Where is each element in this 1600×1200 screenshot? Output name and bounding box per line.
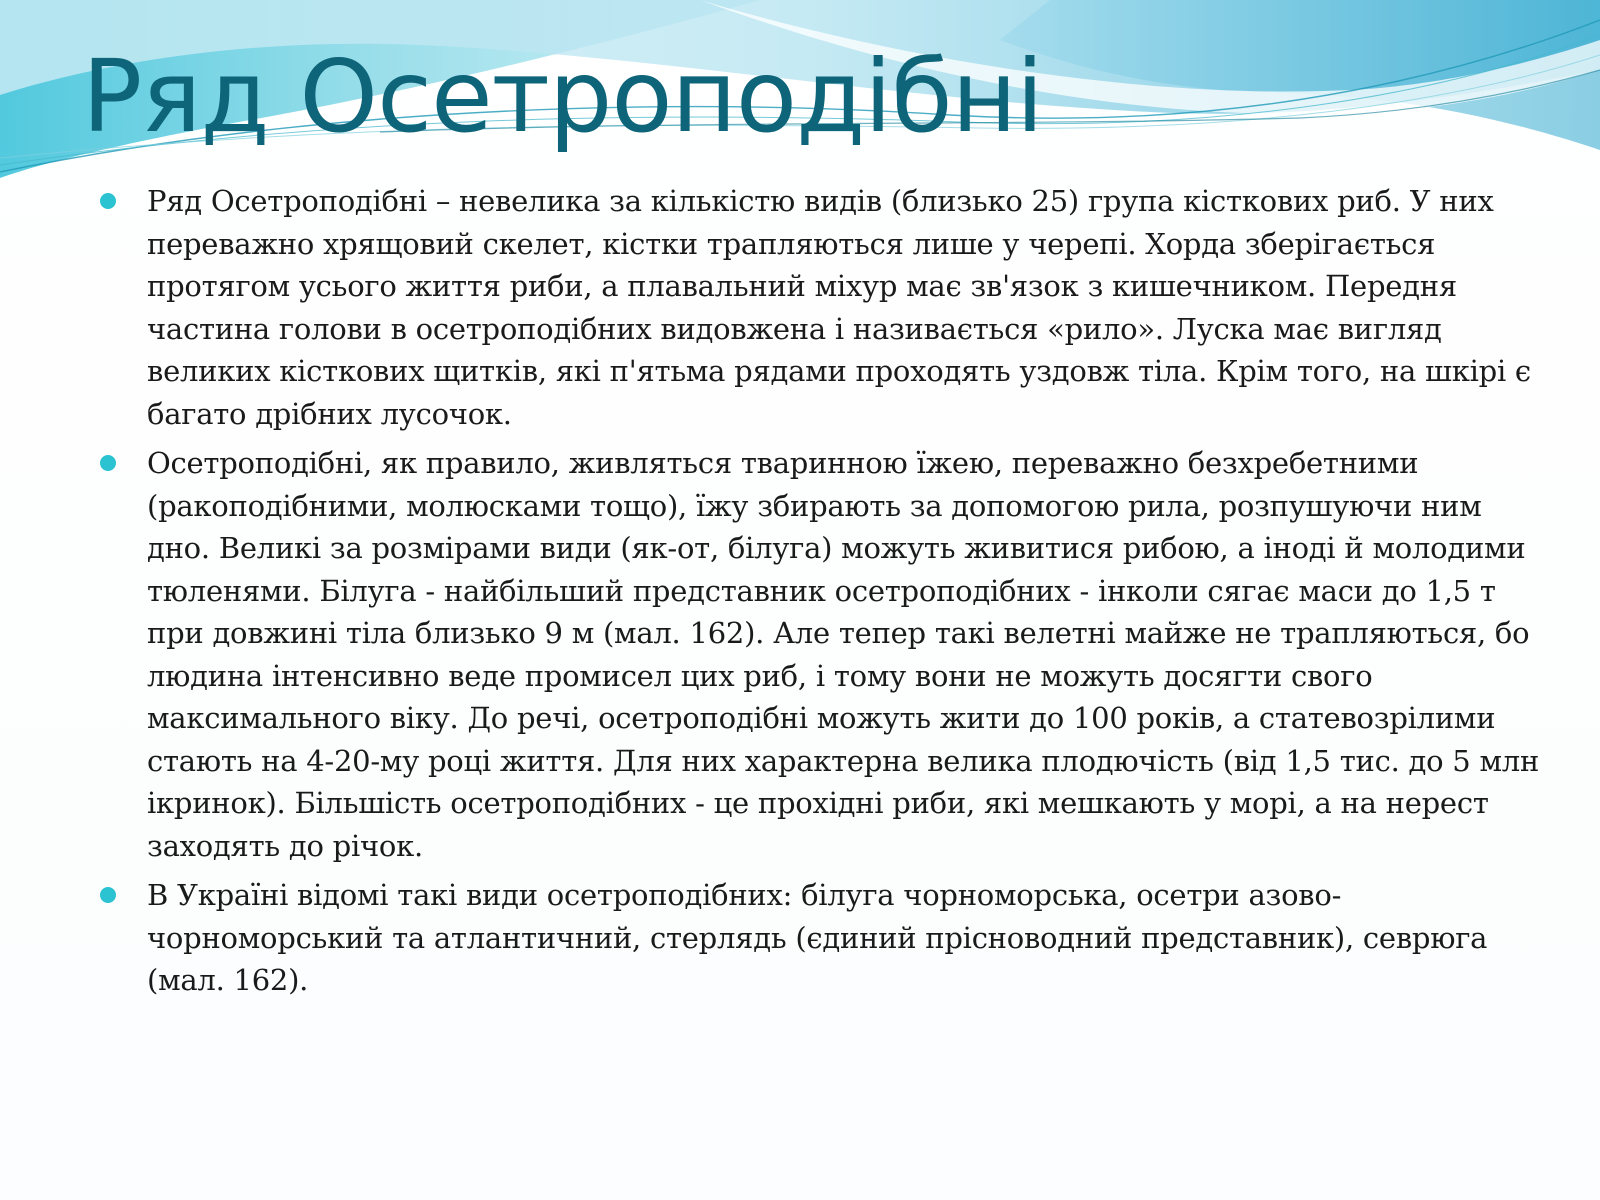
bullet-list	[100, 180, 1540, 1009]
bullet-item	[100, 442, 1540, 867]
bullet-dot-icon	[100, 887, 116, 903]
bullet-item	[100, 180, 1540, 435]
bullet-text: Ряд Осетроподібні – невелика за кількістю видів (близько 25) група кісткових риб. У них переважно хрящовий скелет, кістки трапляються лише у черепі. Хорда зберігається протягом усього життя риби, а плавальний міхур має зв'язок з кишечником. Передня частина голови в осетроподібних видовжена і називається «рило». Луска має вигляд великих кісткових щитків, які п'ятьма рядами проходять уздовж тіла. Крім того, на шкірі є багато дрібних лусочок.	[147, 184, 1531, 431]
slide-title: Ряд Осетроподібні	[82, 38, 1043, 155]
bullet-dot-icon	[100, 193, 116, 209]
bullet-text: Осетроподібні, як правило, живляться тваринною їжею, переважно безхребетними (ракоподібними, молюсками тощо), їжу збирають за допомогою рила, розпушуючи ним дно. Великі за розмірами види (як-от, білуга) можуть живитися рибою, а іноді й молодими тюленями. Білуга - найбільший представник осетроподібних - інколи сягає маси до 1,5 т при довжині тіла близько 9 м (мал. 162). Але тепер такі велетні майже не трапляються, бо людина інтенсивно веде промисел цих риб, і тому вони не можуть досягти свого максимального віку. До речі, осетроподібні можуть жити до 100 років, а статевозрілими стають на 4-20-му році життя. Для них характерна велика плодючість (від 1,5 тис. до 5 млн ікринок). Більшість осетроподібних - це прохідні риби, які мешкають у морі, а на нерест заходять до річок.	[147, 446, 1540, 863]
bullet-dot-icon	[100, 455, 116, 471]
bullet-text: В Україні відомі такі види осетроподібних: білуга чорноморська, осетри азово-чорноморський та атлантичний, стерлядь (єдиний прісноводний представник), севрюга (мал. 162).	[147, 878, 1488, 997]
bullet-item	[100, 874, 1540, 1002]
